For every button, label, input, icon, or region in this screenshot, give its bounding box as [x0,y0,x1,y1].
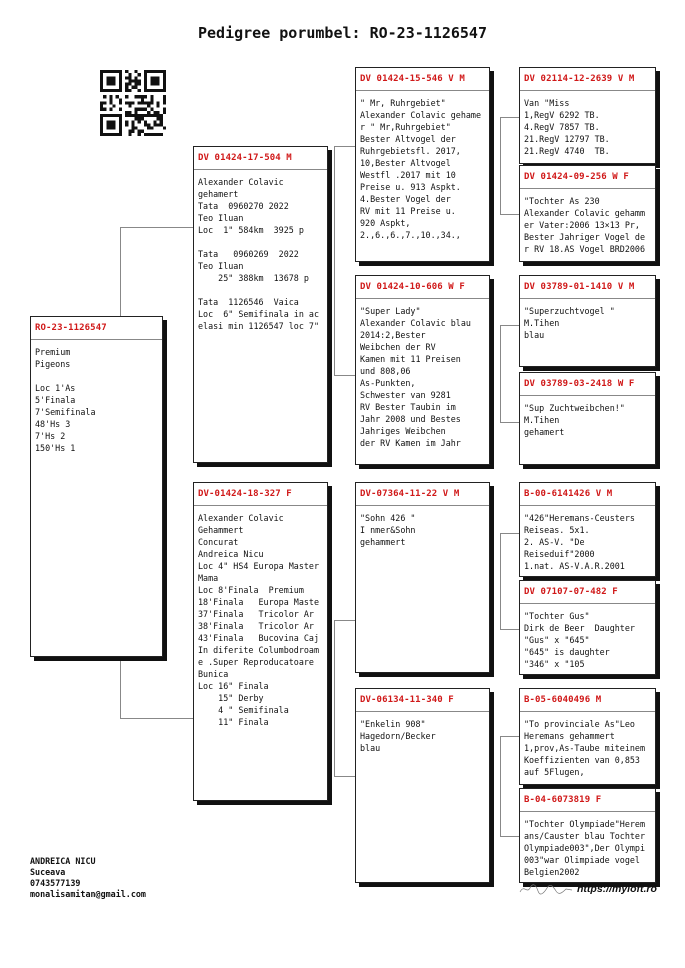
page-title: Pedigree porumbel: RO-23-1126547 [198,24,487,42]
ring-number: RO-23-1126547 [35,323,107,333]
subject-card [30,316,163,657]
connector-line [334,146,355,147]
connector-line [500,736,520,737]
connector-line [500,836,520,837]
pigeon-details: "Tochter Olympiade"Herem ans/Causter blau Tochter Olympiade003",Der Olympi 003"war Olimpiade vogel Belgien2002 [524,819,646,877]
pigeon-details: Van "Miss 1,RegV 6292 TB. 4.RegV 7857 TB. 21.RegV 12797 TB. 21.RegV 4740 TB. [524,98,610,156]
pigeon-details: "Sup Zuchtweibchen!" M.Tihen gehamert [524,403,625,437]
ring-number: DV 01424-09-256 W F [524,172,629,182]
divider [520,298,655,299]
connector-line [500,422,520,423]
divider [520,603,655,604]
ring-number: DV 02114-12-2639 V M [524,74,635,84]
divider [520,811,655,812]
grandsire-maternal-card [355,482,490,673]
connector-line [500,533,501,629]
connector-line [334,620,355,621]
connector-line [334,620,335,776]
pigeon-details: Alexander Colavic Gehammert Concurat Andreica Nicu Loc 4" HS4 Europa Master Mama Loc 8'Finala Premium 18'Finala Europa Maste 37'Finala Tricolor Ar 38'Finala Tricolor Ar 43'Finala Bucovina Caj In diferite Columbodroam e .Super Reproducatoare Bunica Loc 16" Finala 15" Derby 4 " Semifinala 11" Finala [198,513,320,727]
connector-line [334,776,355,777]
connector-line [500,629,520,630]
great-grandparent-card [519,580,656,675]
pigeon-details: Alexander Colavic gehamert Tata 0960270 2022 Teo Iluan Loc 1" 584km 3925 p Tata 0960269 2022 Teo Iluan 25" 388km 13678 p Tata 1126546 Vaica Loc 6" Semifinala in ac elasi min 1126547 loc 7" [198,177,320,331]
pigeon-details: "Super Lady" Alexander Colavic blau 2014:2,Bester Weibchen der RV Kamen mit 11 Preisen und 808,06 As-Punkten, Schwester van 9281 RV Bester Taubin im Jahr 2008 und Bestes Jahriges Weibchen der RV Kamen im Jahr [360,306,471,448]
connector-line [120,227,194,228]
dam-card [193,482,328,801]
pigeon-details: "Sohn 426 " I nmer&Sohn gehammert [360,513,416,547]
pigeon-details: "Enkelin 908" Hagedorn/Becker blau [360,719,436,753]
pigeon-details: "Tochter Gus" Dirk de Beer Daughter "Gus" x "645" "645" is daughter "346" x "105 [524,611,635,669]
divider [356,298,489,299]
great-grandparent-card [519,165,656,262]
connector-line [334,146,335,375]
pigeon-details: Premium Pigeons Loc 1'As 5'Finala 7'Semifinala 48'Hs 3 7'Hs 2 150'Hs 1 [35,347,96,453]
breeder-email: monalisamitan@gmail.com [30,889,146,899]
breeder-info [30,856,146,900]
pigeon-details: "Tochter As 230 Alexander Colavic gehamm er Vater:2006 13×13 Pr, Bester Jahriger Vogel de r RV 18.AS Vogel BRD2006 [524,196,646,254]
connector-line [500,325,501,422]
pigeon-details: " Mr, Ruhrgebiet" Alexander Colavic gehame r " Mr,Ruhrgebiet" Bester Altvogel der Ruhrgebietsfl. 2017, 10,Bester Altvogel Westfl .2017 mit 10 Preise u. 913 Aspkt. 4.Bester Vogel der RV mit 11 Preise u. 920 Aspkt, 2.,6.,6.,7.,10.,34., [360,98,482,240]
sire-card [193,146,328,463]
great-grandparent-card [519,788,656,883]
ring-number: DV 03789-03-2418 W F [524,379,635,389]
grandsire-paternal-card [355,67,490,262]
divider [356,90,489,91]
divider [520,505,655,506]
divider [356,505,489,506]
connector-line [120,718,194,719]
pigeon-details: "To provinciale As"Leo Heremans gehammert 1,prov,As-Taube miteinem Koeffizienten van 0,853 auf 5Flugen, [524,719,646,777]
divider [520,395,655,396]
qr-code-icon [100,70,166,136]
pigeon-details: "426"Heremans-Ceusters Reiseas. 5x1. 2. AS-V. "De Reiseduif"2000 1.nat. AS-V.A.R.2001 [524,513,635,571]
ring-number: B-04-6073819 F [524,795,602,805]
divider [520,188,655,189]
great-grandparent-card [519,275,656,367]
connector-line [334,375,355,376]
divider [356,711,489,712]
breeder-city: Suceava [30,867,66,877]
divider [194,169,327,170]
great-grandparent-card [519,372,656,465]
granddam-paternal-card [355,275,490,465]
granddam-maternal-card [355,688,490,883]
divider [194,505,327,506]
ring-number: DV 01424-15-546 V M [360,74,465,84]
connector-line [500,736,501,836]
ring-number: B-00-6141426 V M [524,489,613,499]
divider [520,711,655,712]
ring-number: B-05-6040496 M [524,695,602,705]
pigeon-details: "Superzuchtvogel " M.Tihen blau [524,306,615,340]
divider [31,339,162,340]
ring-number: DV-01424-18-327 F [198,489,292,499]
connector-line [500,533,520,534]
great-grandparent-card [519,688,656,785]
great-grandparent-card [519,67,656,164]
connector-line [500,117,520,118]
breeder-name: ANDREICA NICU [30,856,96,866]
great-grandparent-card [519,482,656,577]
connector-line [500,214,520,215]
connector-line [500,325,520,326]
divider [520,90,655,91]
ring-number: DV 03789-01-1410 V M [524,282,635,292]
ring-number: DV 07107-07-482 F [524,587,618,597]
connector-line [500,117,501,214]
ring-number: DV-06134-11-340 F [360,695,454,705]
website-link[interactable]: https://myloft.ro [577,883,657,895]
signature-icon [518,882,574,896]
breeder-phone: 0743577139 [30,878,81,888]
ring-number: DV 01424-10-606 W F [360,282,465,292]
ring-number: DV-07364-11-22 V M [360,489,460,499]
ring-number: DV 01424-17-504 M [198,153,292,163]
